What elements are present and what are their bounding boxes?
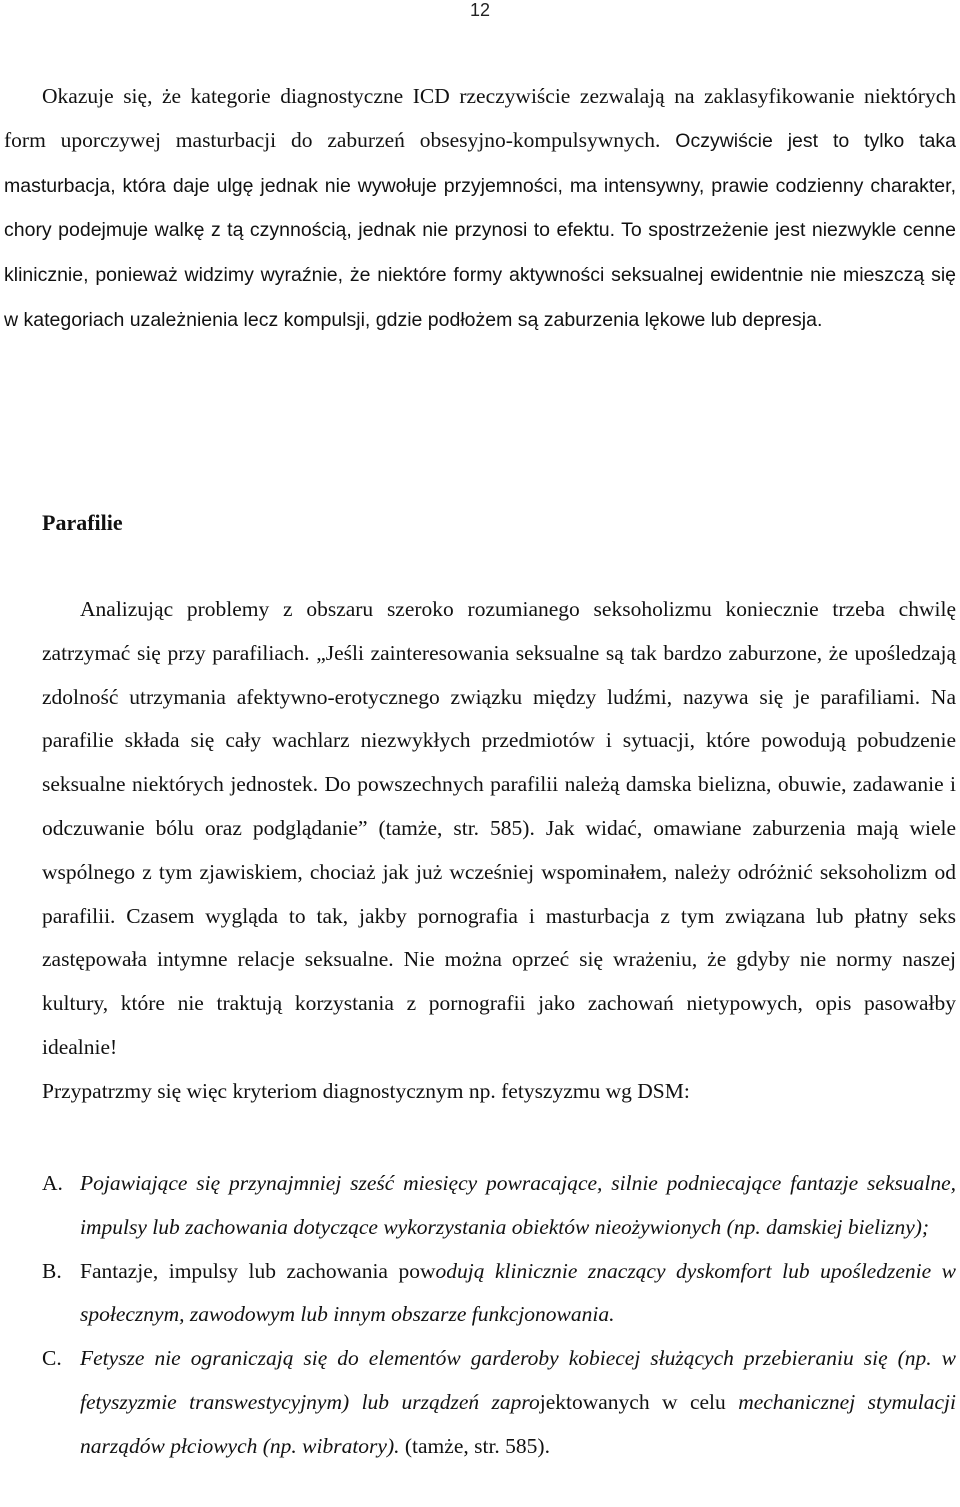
intro-sentence-2: Oczywiście jest to tylko taka masturbacja, która daje ulgę jednak nie wywołuje przyjemności, ma intensywny, prawie codzienny charakter, chory podejmuje walkę z tą czynnością, jednak nie przynosi to efektu. (4, 129, 956, 242)
section-paragraph-2: Przypatrzmy się więc kryteriom diagnostycznym np. fetyszyzmu wg DSM: (42, 1078, 690, 1103)
criteria-list (42, 1162, 956, 1469)
criterion-c-text-italic-2: mechanicznej stymulacji narządów płciowych (np. wibratory). (80, 1389, 956, 1458)
criterion-b-text-italic: odują klinicznie znaczący dyskomfort lub upośledzenie w społecznym, zawodowym lub innym obszarze funkcjonowania. (80, 1258, 956, 1327)
criterion-a (42, 1162, 956, 1250)
criterion-b-text-plain: Fantazje, impulsy lub zachowania pow (80, 1258, 436, 1283)
section-paragraph-1: Analizując problemy z obszaru szeroko rozumianego seksoholizmu koniecznie trzeba chwilę zatrzymać się przy parafiliach. „Jeśli zainteresowania seksualne są tak bardzo zaburzone, że upośledzają zdolność utrzymania afektywno-erotycznego związku między ludźmi, nazywa się je parafiliami. Na parafilie składa się cały wachlarz niezwykłych przedmiotów i sytuacji, które powodują pobudzenie seksualne niektórych jednostek. Do powszechnych parafilii należą damska bielizna, obuwie, zadawanie i odczuwanie bólu oraz podglądanie” (tamże, str. 585). Jak widać, omawiane zaburzenia mają wiele wspólnego z tym zjawiskiem, chociaż jak już wcześniej wspominałem, należy odróżnić seksoholizm od parafilii. Czasem wygląda to tak, jakby pornografia i masturbacja z tym związana lub płatny seks zastępowała intymne relacje seksualne. Nie można oprzeć się wrażeniu, że gdyby nie normy naszej kultury, które nie traktują korzystania z pornografii jako zachowań nietypowych, opis pasowałby idealnie! (42, 597, 956, 1059)
intro-sentence-1: Okazuje się, że kategorie diagnostyczne ICD rzeczywiście zezwalają na zaklasyfikowanie niektórych form uporczywej masturbacji do zaburzeń obsesyjno-kompulsywnych. (4, 84, 956, 152)
section-body (42, 588, 956, 1114)
intro-paragraph (4, 75, 956, 343)
section-heading: Parafilie (42, 510, 123, 535)
criterion-a-text: Pojawiające się przynajmniej sześć miesięcy powracające, silnie podniecające fantazje seksualne, impulsy lub zachowania dotyczące wykorzystania obiektów nieożywionych (np. damskiej bielizny); (80, 1171, 956, 1239)
criterion-b-letter: B. (42, 1258, 62, 1283)
criterion-c-text-plain: jektowanych w celu (539, 1389, 739, 1414)
criterion-c (42, 1337, 956, 1468)
intro-sentence-3: To spostrzeżenie jest niezwykle cenne klinicznie, ponieważ widzimy wyraźnie, że niektóre formy aktywności seksualnej ewidentnie nie mieszczą się w kategoriach uzależnienia lecz kompulsji, gdzie podłożem są zaburzenia lękowe lub depresja. (4, 219, 956, 331)
criterion-a-letter: A. (42, 1171, 63, 1195)
criterion-b (42, 1250, 956, 1338)
criterion-c-letter: C. (42, 1346, 62, 1371)
page-number: 12 (469, 0, 491, 20)
criterion-c-reference: (tamże, str. 585). (399, 1433, 550, 1458)
criterion-c-text-italic: Fetysze nie ograniczają się do elementów garderoby kobiecej służących przebieraniu się (np. w fetyszyzmie transwestycyjnym) lub urządzeń zapro (80, 1346, 956, 1414)
